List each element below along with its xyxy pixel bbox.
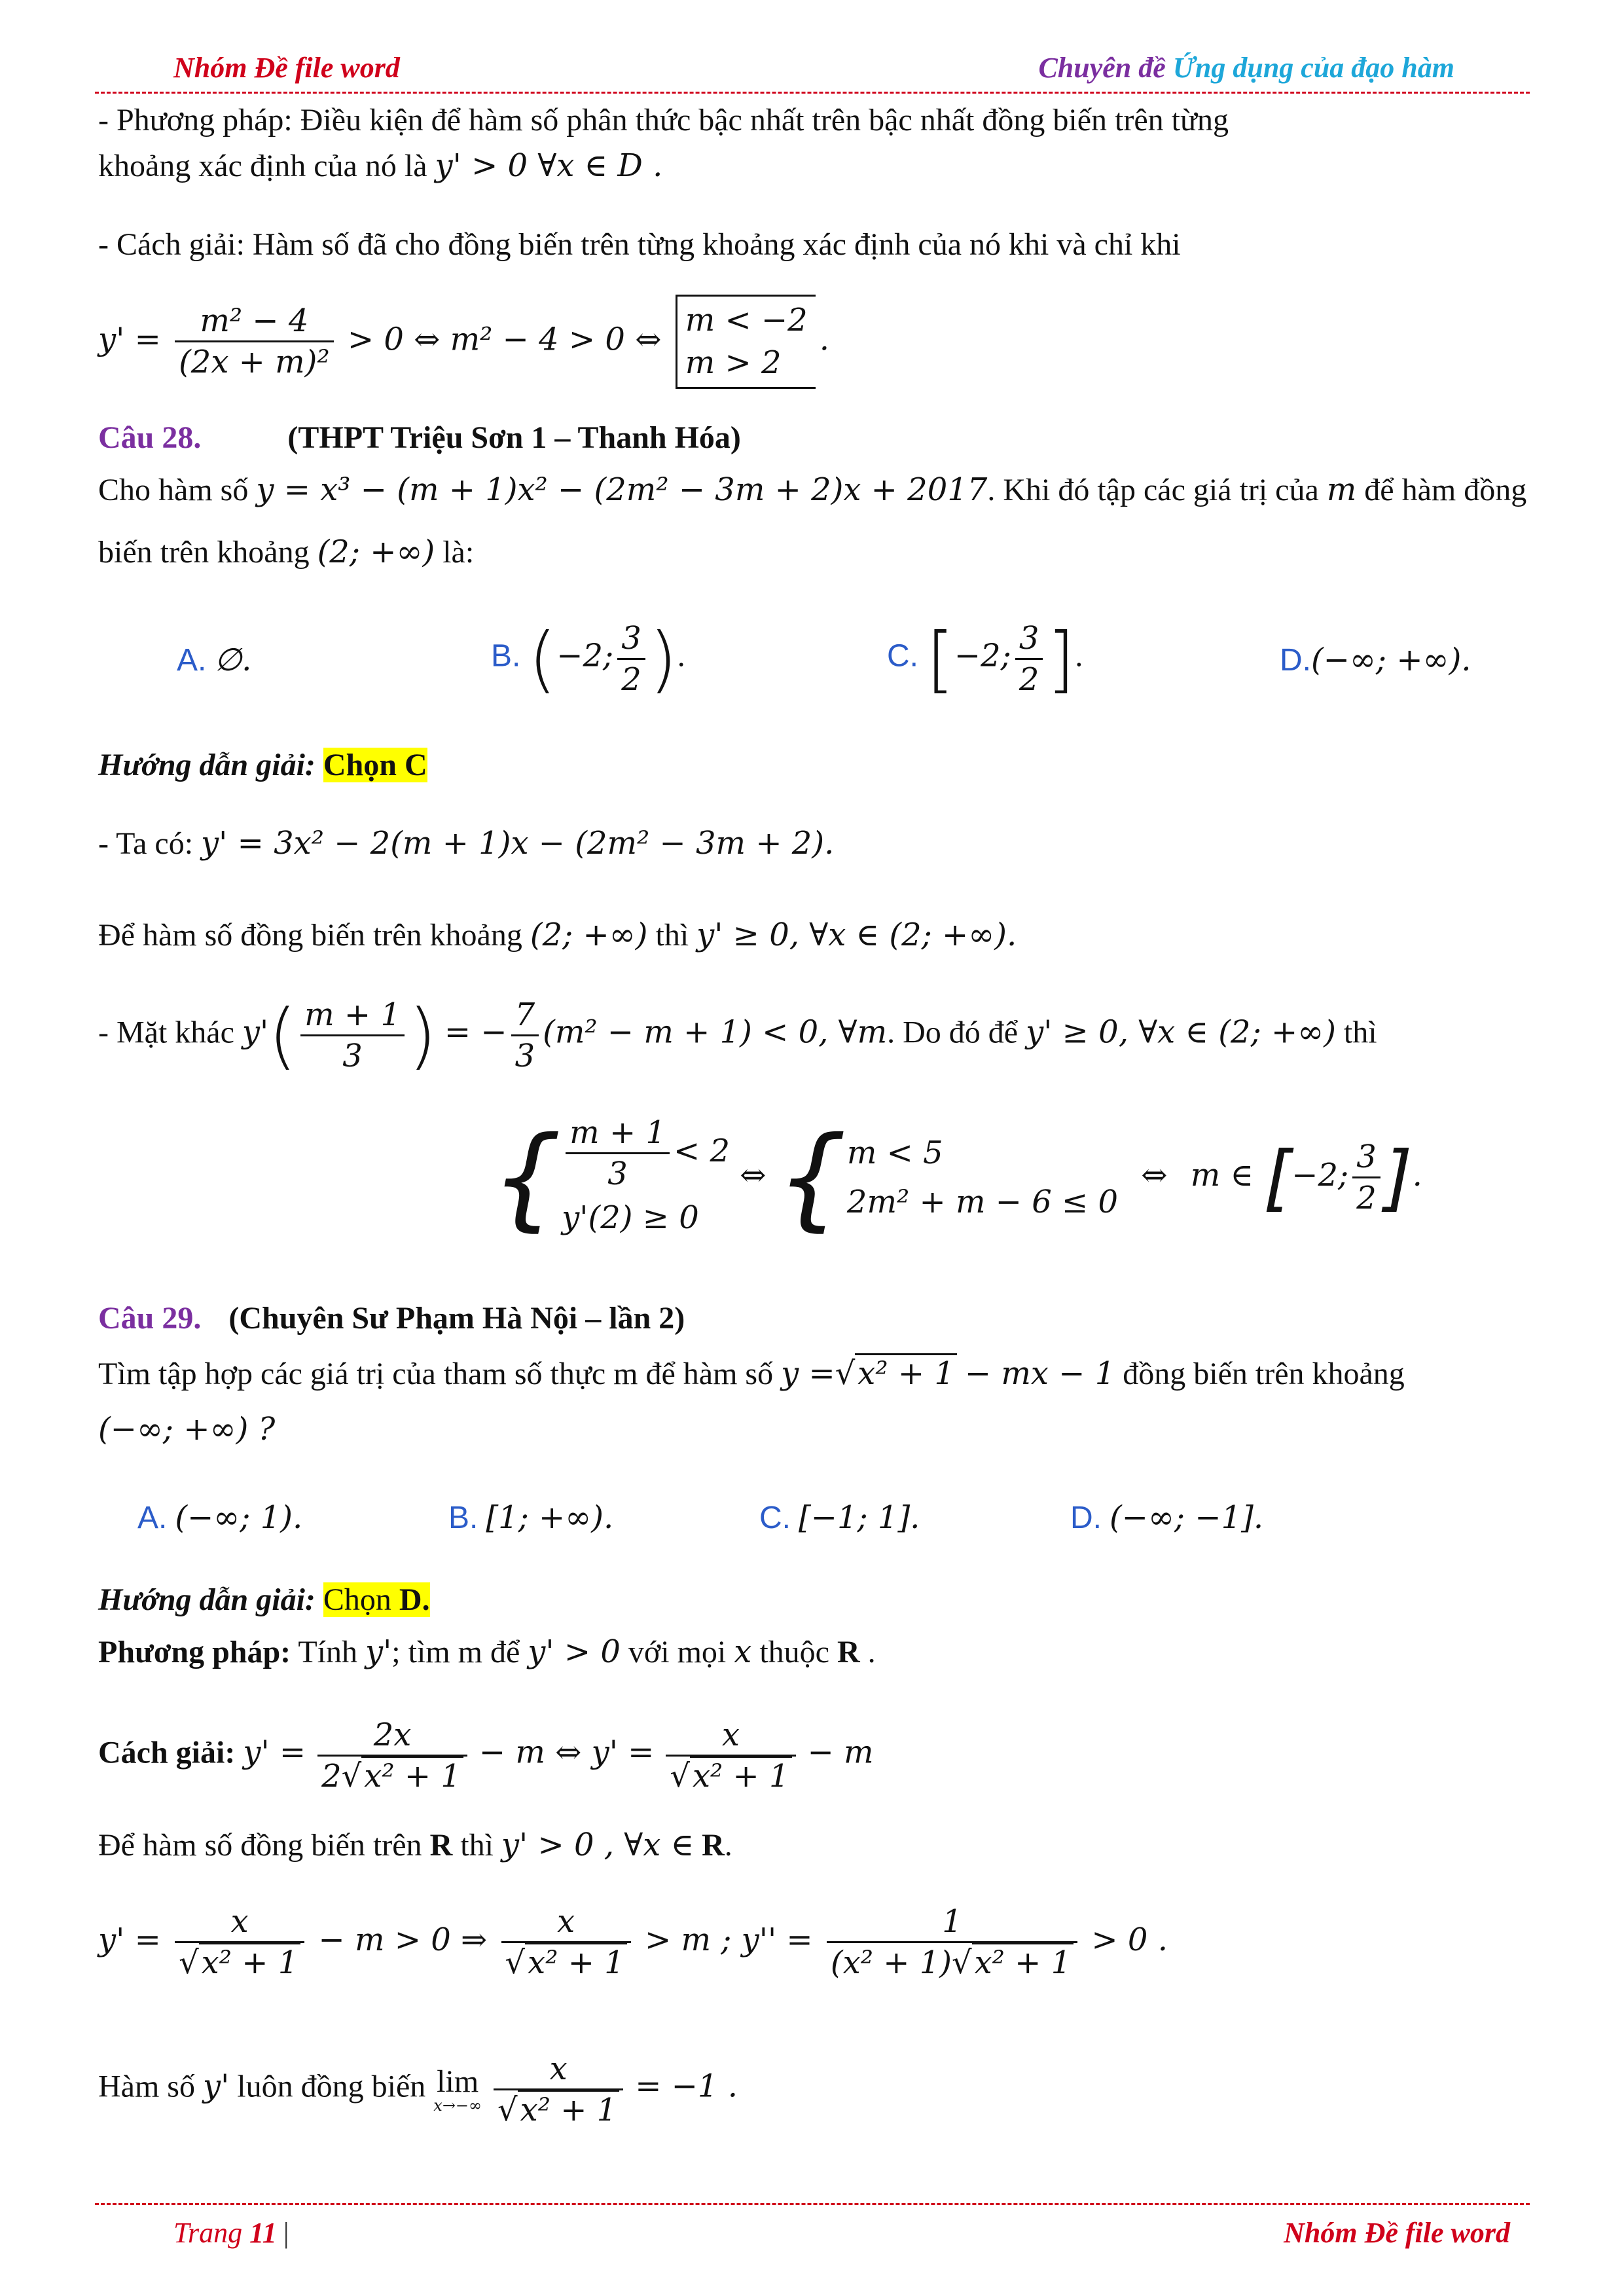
solution-fraction-2 <box>666 1715 795 1796</box>
header-group-name: Nhóm Đề file word <box>173 52 400 84</box>
q29-option-b[interactable] <box>448 1499 613 1536</box>
q29-inequalities <box>98 1902 1168 1982</box>
q29-condition <box>98 1827 732 1865</box>
option-c-value: [−1; 1]. <box>799 1499 920 1536</box>
fraction-denominator: √x² + 1 <box>501 1943 631 1982</box>
condition-text-a: Để hàm số đồng biến trên <box>98 1828 422 1863</box>
ineq-mid-2: > m ; y'' = <box>644 1922 813 1958</box>
solution-end: − m <box>807 1734 874 1771</box>
solution-label: Cách giải: <box>98 1735 236 1770</box>
header-topic-title: Ứng dụng của đạo hàm <box>1172 52 1454 84</box>
system-2 <box>847 1129 1118 1226</box>
method-ineq: y' > 0 <box>528 1633 621 1670</box>
fraction-numerator: x <box>494 2049 623 2090</box>
q28-option-b[interactable]: B. (−2; $\frac{3}{2}$ ). <box>491 617 685 701</box>
q28-label: Câu 28. <box>98 420 202 455</box>
ineq-end: > 0 . <box>1091 1922 1168 1958</box>
option-c-label: C. <box>887 638 918 674</box>
option-a-label: A. <box>177 643 207 678</box>
system-2-row-1: m < 5 <box>846 1135 943 1172</box>
header-topic-prefix: Chuyên đề <box>1038 52 1166 84</box>
method-text-c: với mọi <box>628 1635 727 1669</box>
q28-text-1 <box>98 471 1526 509</box>
q29-text-1: Tìm tập hợp các giá trị của tham số thực m để hàm số y =√x² + 1 − mx − 1 đồng biến trên khoảng <box>98 1355 1405 1393</box>
ineq-fraction-3 <box>827 1902 1077 1982</box>
q29-text-1b: đồng biến trên khoảng <box>1123 1357 1405 1391</box>
q28-step-2 <box>98 917 1017 955</box>
guide-answer-value: D. <box>399 1582 430 1617</box>
fraction-numerator: m + 1 <box>300 995 405 1036</box>
condition-reals-2: R <box>702 1828 725 1863</box>
derivative-dot: . <box>819 321 829 358</box>
ineq-lhs: y' = <box>98 1922 161 1958</box>
fraction-denominator: 3 <box>607 1156 628 1192</box>
den-coef: 2 <box>321 1758 342 1795</box>
fraction-denominator: √x² + 1 <box>666 1757 795 1796</box>
fraction-denominator: 3 <box>342 1038 363 1074</box>
fraction-numerator: 3 <box>1015 619 1043 660</box>
intro-line-2-math: y' > 0 ∀x ∈ D . <box>435 147 663 184</box>
fraction-numerator: 3 <box>1352 1137 1380 1178</box>
guide-label: Hướng dẫn giải: <box>98 1582 316 1617</box>
method-label: Phương pháp: <box>98 1635 291 1669</box>
q28-text-2a: biến trên khoảng <box>98 535 310 570</box>
option-c-fraction <box>1015 619 1043 699</box>
condition-dot: . <box>724 1828 732 1863</box>
q28-source: (THPT Triệu Sơn 1 – Thanh Hóa) <box>287 420 741 455</box>
step-3-text-a: - Mặt khác <box>98 1015 234 1050</box>
step-3-condition: y' ≥ 0, ∀x ∈ (2; +∞) <box>1026 1013 1336 1051</box>
method-text-a: Tính <box>298 1635 357 1669</box>
option-b-lower: −2; <box>556 637 614 674</box>
q29-function-lhs: y = <box>781 1355 835 1392</box>
limit-fraction <box>494 2049 623 2130</box>
solution-lhs: y' = <box>243 1734 306 1771</box>
fraction-denominator: 2√x² + 1 <box>317 1757 467 1796</box>
q29-limit <box>98 2049 738 2130</box>
option-a-value: ∅. <box>214 642 252 678</box>
ineq-mid-1: − m > 0 ⇒ <box>318 1922 488 1958</box>
fraction-numerator: 1 <box>827 1902 1077 1943</box>
solution-fraction-1 <box>317 1715 467 1796</box>
iff-2: ⇔ <box>1141 1157 1168 1194</box>
limit-op: lim <box>437 2064 479 2099</box>
step-2-interval: (2; +∞) <box>530 917 648 953</box>
result-fraction <box>1352 1137 1380 1218</box>
header-divider <box>95 92 1530 94</box>
step-3-coef-fraction <box>511 995 539 1076</box>
option-c-lower: −2; <box>954 637 1011 674</box>
den-factor: (x² + 1) <box>830 1944 952 1981</box>
case-2: m > 2 <box>685 344 782 381</box>
page-prefix: Trang <box>173 2217 243 2249</box>
q28-title <box>98 419 741 457</box>
den-sqrt: x² + 1 <box>690 1756 792 1795</box>
method-x: x <box>734 1633 752 1670</box>
den-sqrt: x² + 1 <box>525 1942 627 1981</box>
system-2-row-2: 2m² + m − 6 ≤ 0 <box>846 1183 1118 1220</box>
fraction-denominator: √x² + 1 <box>175 1943 304 1982</box>
q28-step-1 <box>98 825 834 863</box>
q29-guide <box>98 1581 430 1619</box>
ineq-fraction-1 <box>175 1902 304 1982</box>
result-prefix: m ∈ <box>1190 1157 1254 1194</box>
fraction-denominator: (x² + 1)√x² + 1 <box>827 1943 1077 1982</box>
q29-text-1a: Tìm tập hợp các giá trị của tham số thực m để hàm số <box>98 1357 774 1391</box>
fraction-numerator: m² − 4 <box>175 301 334 342</box>
solution-cases <box>676 295 816 389</box>
fraction-denominator: 2 <box>1019 661 1039 698</box>
fraction-numerator: 7 <box>511 995 539 1036</box>
den-sqrt: x² + 1 <box>361 1756 463 1795</box>
derivative-lhs: y' = <box>98 321 161 358</box>
guide-answer-prefix: Chọn <box>323 1582 391 1617</box>
q28-param: m <box>1326 471 1357 508</box>
method-dot: . <box>867 1635 876 1669</box>
limit-sub: x→−∞ <box>433 2096 482 2115</box>
iff-1: ⇔ <box>740 1157 767 1194</box>
q29-option-d[interactable] <box>1070 1499 1263 1536</box>
q29-function-rest: − mx − 1 <box>964 1355 1115 1392</box>
option-a-label: A. <box>137 1501 168 1535</box>
derivative-condition: > 0 ⇔ m² − 4 > 0 ⇔ <box>347 321 662 358</box>
guide-answer <box>323 1582 430 1617</box>
q29-source: (Chuyên Sư Phạm Hà Nội – lần 2) <box>228 1301 685 1336</box>
case-1: m < −2 <box>685 302 808 338</box>
intro-line-2 <box>98 147 662 185</box>
fraction-numerator: x <box>501 1902 631 1943</box>
step-3-arg-fraction <box>300 995 405 1076</box>
q29-option-c[interactable] <box>759 1499 920 1536</box>
q28-option-d[interactable] <box>1280 642 1471 678</box>
q29-text-2: (−∞; +∞) ? <box>98 1411 276 1448</box>
method-text-b: ; tìm m để <box>391 1635 520 1669</box>
page-separator: | <box>283 2217 289 2249</box>
header-topic <box>1038 51 1454 84</box>
q28-option-c[interactable]: C. [−2; $\frac{3}{2}$ ]. <box>887 617 1083 701</box>
step-2-text-a: Để hàm số đồng biến trên khoảng <box>98 918 522 953</box>
intro-line-1: - Phương pháp: Điều kiện để hàm số phân thức bậc nhất trên bậc nhất đồng biến trên từng <box>98 103 1229 137</box>
guide-answer: Chọn C <box>323 748 427 782</box>
intro-line-2-text: khoảng xác định của nó là <box>98 149 427 183</box>
q28-text-1c: để hàm đồng <box>1364 473 1527 507</box>
fraction-denominator: 3 <box>514 1038 535 1074</box>
q29-solution <box>98 1715 874 1796</box>
step-3-eq: = − <box>444 1013 507 1051</box>
step-2-text-b: thì <box>655 918 689 953</box>
q28-text-2b: là: <box>442 535 475 570</box>
q28-option-a[interactable] <box>177 642 251 678</box>
q29-method <box>98 1633 876 1671</box>
fraction-denominator: √x² + 1 <box>494 2090 623 2130</box>
q28-guide <box>98 746 427 784</box>
result-lower: −2; <box>1291 1157 1349 1194</box>
q29-label: Câu 29. <box>98 1301 202 1336</box>
step-1-derivative: y' = 3x² − 2(m + 1)x − (2m² − 3m + 2). <box>201 825 835 862</box>
option-a-value: (−∞; 1). <box>175 1499 303 1536</box>
ineq-fraction-2 <box>501 1902 631 1982</box>
option-d-value: (−∞; +∞). <box>1311 642 1471 678</box>
derivative-fraction <box>175 301 334 382</box>
method-reals: R <box>837 1635 860 1669</box>
q28-system: { $\frac{m + 1}{3}$ < 2 y'(2) ≥ 0 ⇔ { m < 5 2m² + m − 6 ≤ 0 ⇔ m ∈ [−2; $\frac{3}{2}$ ]. <box>491 1112 1422 1243</box>
condition-math: y' > 0 , ∀x ∈ <box>501 1827 695 1863</box>
page-number: 11 <box>249 2217 277 2249</box>
den-sqrt: x² + 1 <box>199 1942 301 1981</box>
footer-group-name: Nhóm Đề file word <box>1284 2217 1510 2249</box>
q28-text-1a: Cho hàm số <box>98 473 249 507</box>
result-dot: . <box>1412 1157 1422 1194</box>
step-1-text: - Ta có: <box>98 826 194 861</box>
den-sqrt: x² + 1 <box>518 2090 620 2128</box>
page-header <box>95 51 1471 90</box>
fraction-numerator: 2x <box>317 1715 467 1757</box>
option-d-label: D. <box>1070 1501 1102 1535</box>
fraction-denominator: 2 <box>621 661 641 698</box>
option-b-label: B. <box>491 638 521 674</box>
step-3-text-b: . Do đó để <box>887 1015 1019 1050</box>
q28-interval: (2; +∞) <box>317 534 435 570</box>
system-1 <box>562 1113 730 1242</box>
limit-operator <box>433 2066 482 2113</box>
q28-function: y = x³ − (m + 1)x² − (2m² − 3m + 2)x + 2017 <box>256 471 988 508</box>
guide-label: Hướng dẫn giải: <box>98 748 316 782</box>
condition-reals: R <box>429 1828 453 1863</box>
system-1-row-2: y'(2) ≥ 0 <box>562 1199 699 1236</box>
option-d-label: D. <box>1280 643 1311 678</box>
fraction-numerator: x <box>175 1902 304 1943</box>
limit-text-b: luôn đồng biến <box>237 2069 426 2104</box>
system-1-fraction <box>566 1113 670 1194</box>
intro-line-3: - Cách giải: Hàm số đã cho đồng biến trên từng khoảng xác định của nó khi và chỉ khi <box>98 227 1181 262</box>
method-text-d: thuộc <box>759 1635 829 1669</box>
step-2-condition: y' ≥ 0, ∀x ∈ (2; +∞). <box>696 917 1017 953</box>
fraction-numerator: 3 <box>617 619 645 660</box>
den-sqrt: x² + 1 <box>972 1942 1074 1981</box>
condition-text-b: thì <box>460 1828 494 1863</box>
solution-mid: − m ⇔ y' = <box>478 1734 655 1771</box>
limit-end: = −1 . <box>635 2068 738 2105</box>
limit-y: y' <box>202 2068 230 2105</box>
method-y: y' <box>365 1633 392 1670</box>
step-3-y: y' <box>242 1013 269 1051</box>
q28-text-1b: . Khi đó tập các giá trị của <box>987 473 1319 507</box>
footer-divider <box>95 2203 1530 2205</box>
option-c-label: C. <box>759 1501 791 1535</box>
option-d-value: (−∞; −1]. <box>1110 1499 1264 1536</box>
fraction-numerator: m + 1 <box>566 1113 670 1154</box>
intro-derivative <box>98 295 829 389</box>
system-1-row-1: < 2 <box>673 1133 730 1169</box>
fraction-numerator: x <box>666 1715 795 1757</box>
fraction-denominator: 2 <box>1356 1180 1377 1217</box>
fraction-denominator: (2x + m)² <box>179 344 330 381</box>
footer-page <box>173 2216 289 2250</box>
option-b-label: B. <box>448 1501 478 1535</box>
option-b-fraction <box>617 619 645 699</box>
q29-option-a[interactable] <box>137 1499 302 1536</box>
limit-text-a: Hàm số <box>98 2069 195 2104</box>
q29-function-sqrt: x² + 1 <box>855 1353 957 1392</box>
q28-step-3: - Mặt khác y'( $\frac{m + 1}{3}$ ) = − $\frac{7}{3}$ (m² − m + 1) < 0, ∀m. Do đó để y' ≥ 0, ∀x ∈ (2; +∞) thì <box>98 993 1377 1078</box>
step-3-expression: (m² − m + 1) < 0, ∀m <box>543 1013 888 1051</box>
q28-text-2 <box>98 534 474 572</box>
q29-title <box>98 1300 685 1338</box>
step-3-text-c: thì <box>1343 1015 1377 1050</box>
option-b-value: [1; +∞). <box>486 1499 614 1536</box>
